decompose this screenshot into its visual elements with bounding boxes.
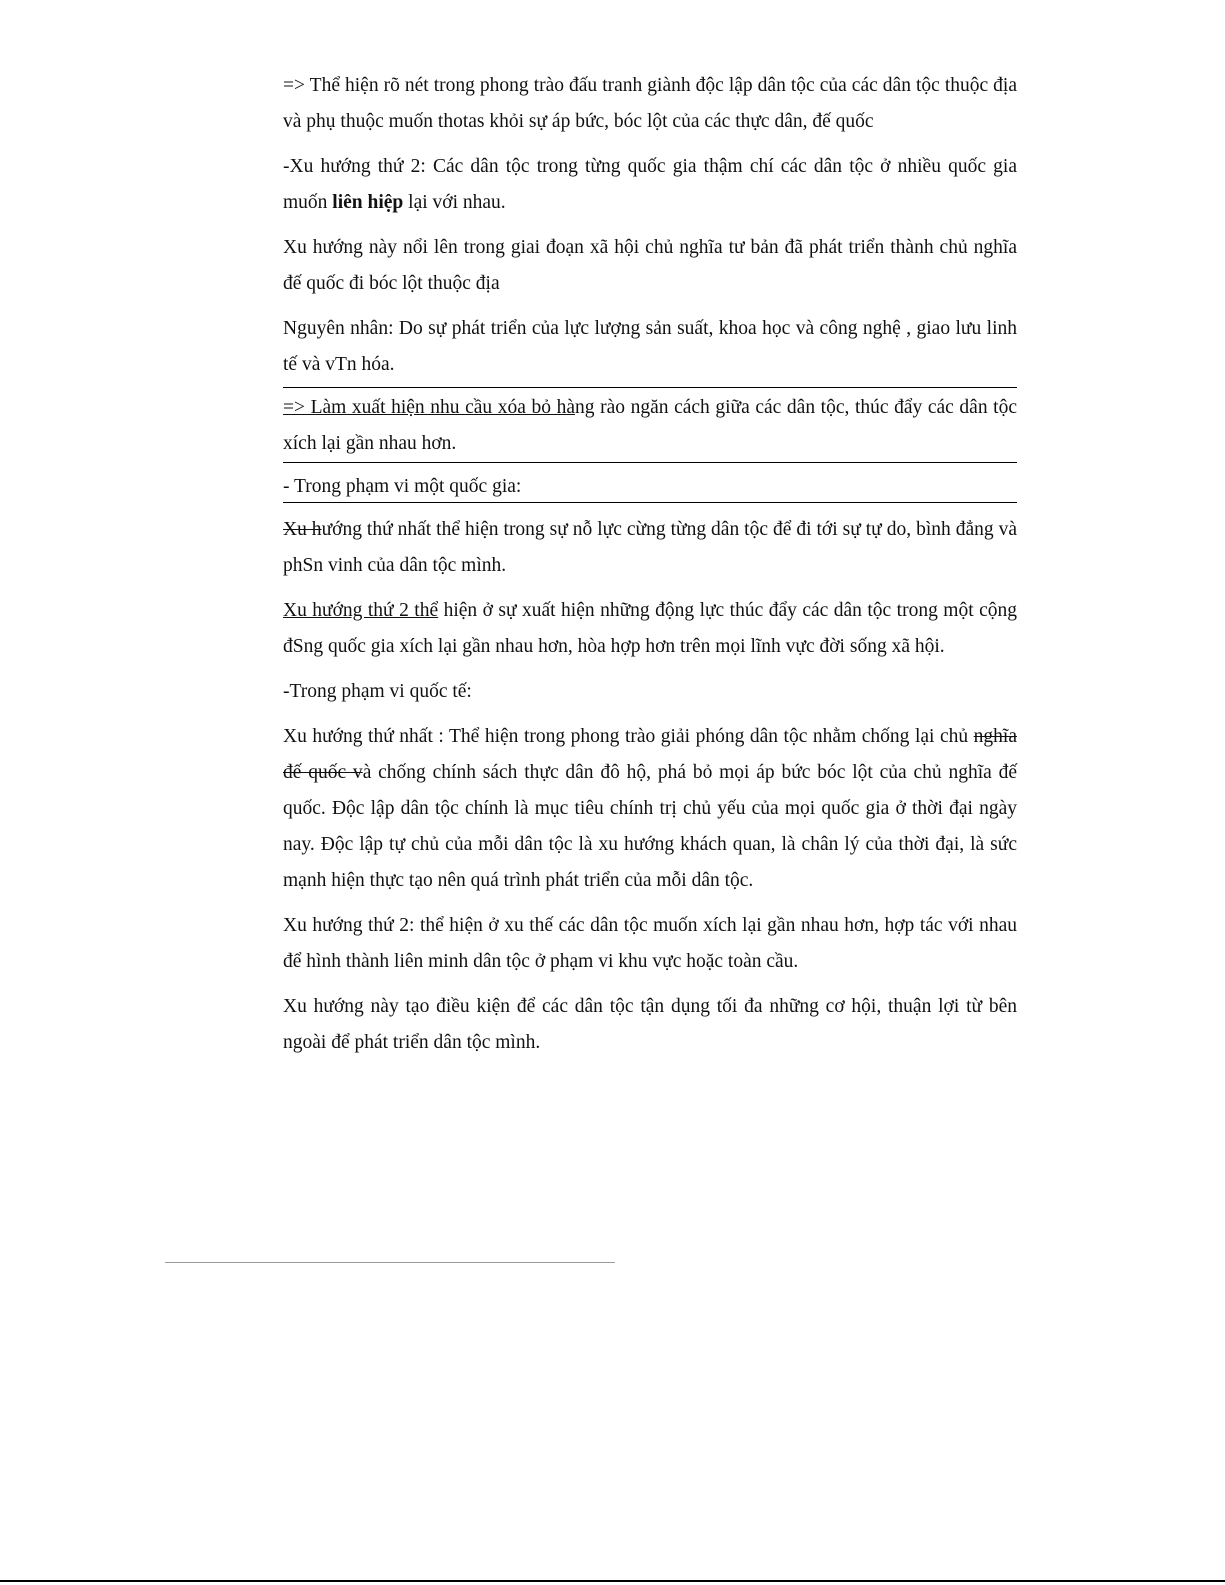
paragraph-8 <box>283 593 1017 665</box>
paragraph-9: -Trong phạm vi quốc tế: <box>283 681 472 702</box>
paragraph-6-heading: - Trong phạm vi một quốc gia: <box>283 467 1017 503</box>
paragraph-8-underlined: Xu hướng thứ 2 thể <box>283 600 439 621</box>
paragraph-5-rest: ng rào ngăn cách giữa các dân tộc, thúc đẩy các dân tộc xích lại gần nhau hơn. <box>283 397 1017 454</box>
paragraph-10-strike: nghĩa đế quốc v <box>283 726 1017 783</box>
document-body <box>283 68 1017 1070</box>
paragraph-8-rest: hiện ở sự xuất hiện những động lực thúc đẩy các dân tộc trong một cộng đSng quốc gia xích lại gần nhau hơn, hòa hợp hơn trên mọi lĩnh vực đời sống xã hội. <box>283 600 1017 657</box>
paragraph-7 <box>283 512 1017 584</box>
paragraph-2-pre: -Xu hướng thứ 2: Các dân tộc trong từng quốc gia thậm chí các dân tộc ở nhiều quốc gia muốn <box>283 156 1017 213</box>
paragraph-1: => Thể hiện rõ nét trong phong trào đấu tranh giành độc lập dân tộc của các dân tộc thuộc địa và phụ thuộc muốn thotas khỏi sự áp bức, bóc lột của các thực dân, đế quốc <box>283 75 1017 132</box>
paragraph-3: Xu hướng này nổi lên trong giai đoạn xã hội chủ nghĩa tư bản đã phát triển thành chủ nghĩa đế quốc đi bóc lột thuộc địa <box>283 237 1017 294</box>
paragraph-4: Nguyên nhân: Do sự phát triển của lực lượng sản suất, khoa học và công nghệ , giao lưu linh tế và vTn hóa. <box>283 318 1017 375</box>
paragraph-11: Xu hướng thứ 2: thể hiện ở xu thế các dân tộc muốn xích lại gần nhau hơn, hợp tác với nhau để hình thành liên minh dân tộc ở phạm vi khu vực hoặc toàn cầu. <box>283 915 1017 972</box>
paragraph-12: Xu hướng này tạo điều kiện để các dân tộc tận dụng tối đa những cơ hội, thuận lợi từ bên ngoài để phát triển dân tộc mình. <box>283 996 1017 1053</box>
paragraph-2 <box>283 149 1017 221</box>
paragraph-5-underlined: => Làm xuất hiện nhu cầu xóa bỏ hà <box>283 397 575 418</box>
paragraph-7-strike: Xu h <box>283 519 322 540</box>
paragraph-5 <box>283 387 1017 463</box>
footnote-separator <box>165 1262 615 1263</box>
paragraph-10 <box>283 719 1017 899</box>
paragraph-10-post: à chống chính sách thực dân đô hộ, phá bỏ mọi áp bức bóc lột của chủ nghĩa đế quốc. Độc lập dân tộc chính là mục tiêu chính trị chủ yếu của mọi quốc gia ở thời đại ngày nay. Độc lập tự chủ của mỗi dân tộc là xu hướng khách quan, là chân lý của thời đại, là sức mạnh hiện thực tạo nên quá trình phát triển của mỗi dân tộc. <box>283 762 1017 891</box>
page-bottom-edge <box>0 1580 1225 1582</box>
paragraph-2-bold: liên hiệp <box>332 192 404 213</box>
paragraph-10-pre: Xu hướng thứ nhất : Thể hiện trong phong trào giải phóng dân tộc nhằm chống lại chủ <box>283 726 974 747</box>
paragraph-2-post: lại với nhau. <box>403 192 506 213</box>
paragraph-7-rest: ướng thứ nhất thể hiện trong sự nỗ lực cừng từng dân tộc để đi tới sự tự do, bình đẳng và phSn vinh của dân tộc mình. <box>283 519 1017 576</box>
